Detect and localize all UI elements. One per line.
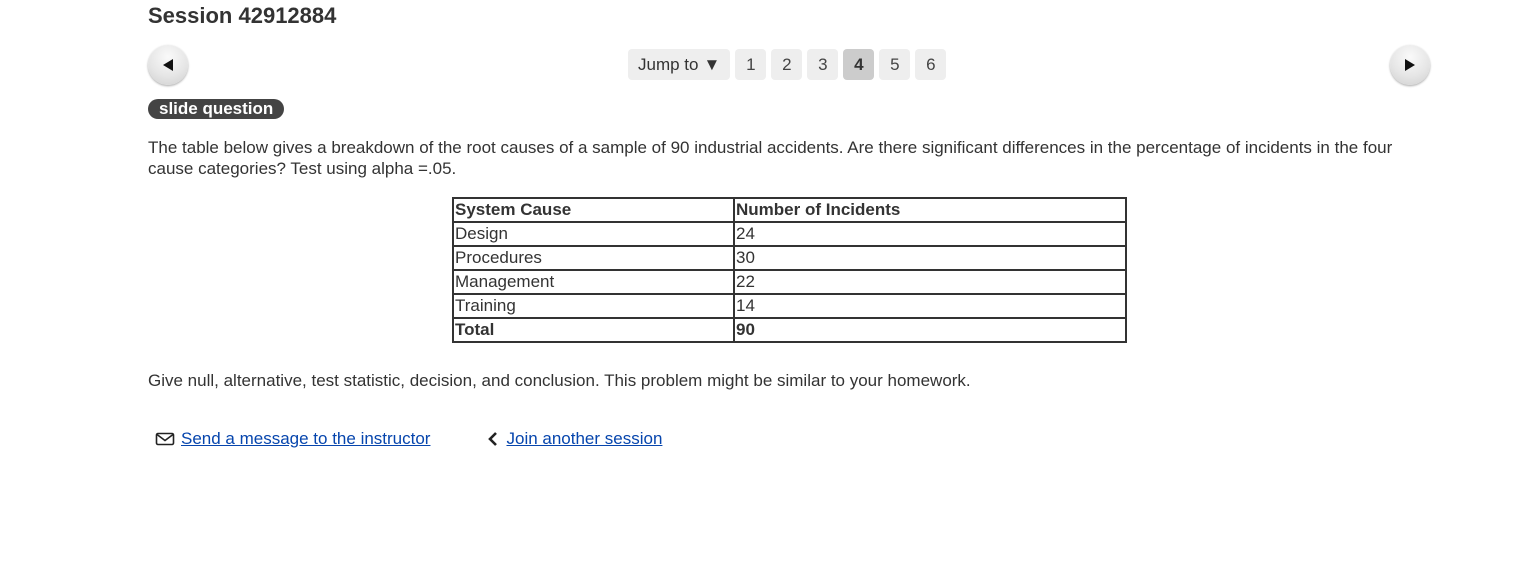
table-cell: 14 bbox=[734, 294, 1126, 318]
page-button-5[interactable]: 5 bbox=[879, 49, 910, 80]
session-title: Session 42912884 bbox=[148, 3, 337, 28]
instructions-text: Give null, alternative, test statistic, decision, and conclusion. This problem might be similar to your homework. bbox=[148, 371, 971, 390]
table-row bbox=[453, 222, 1126, 246]
table-cell: 24 bbox=[734, 222, 1126, 246]
question-text: The table below gives a breakdown of the root causes of a sample of 90 industrial accidents. Are there significant differences in the percentage of incidents in the four cause categories? Test using alpha =.05. bbox=[148, 138, 1393, 178]
slide-pager bbox=[628, 49, 946, 80]
send-message-label: Send a message to the instructor bbox=[181, 429, 431, 448]
jump-to-dropdown[interactable] bbox=[628, 49, 730, 80]
table-header-row bbox=[453, 198, 1126, 222]
table-total-row bbox=[453, 318, 1126, 342]
triangle-left-icon bbox=[161, 58, 175, 72]
previous-slide-button[interactable] bbox=[148, 45, 188, 85]
table-row bbox=[453, 246, 1126, 270]
table-cell: Procedures bbox=[453, 246, 734, 270]
footer-links bbox=[155, 429, 662, 449]
table-cell: 22 bbox=[734, 270, 1126, 294]
table-row bbox=[453, 270, 1126, 294]
page-button-2[interactable]: 2 bbox=[771, 49, 802, 80]
triangle-right-icon bbox=[1403, 58, 1417, 72]
table-cell: 90 bbox=[734, 318, 1126, 342]
table-cell: Training bbox=[453, 294, 734, 318]
join-another-session-label: Join another session bbox=[506, 429, 663, 448]
table-header-cell: System Cause bbox=[453, 198, 734, 222]
table-cell: 30 bbox=[734, 246, 1126, 270]
jump-to-label: Jump to bbox=[638, 55, 699, 74]
table-cell: Design bbox=[453, 222, 734, 246]
page-button-6[interactable]: 6 bbox=[915, 49, 946, 80]
table-cell: Management bbox=[453, 270, 734, 294]
chevron-left-icon bbox=[486, 431, 500, 447]
page-button-3[interactable]: 3 bbox=[807, 49, 838, 80]
slide-type-badge: slide question bbox=[148, 99, 284, 119]
table-header-cell: Number of Incidents bbox=[734, 198, 1126, 222]
table-row bbox=[453, 294, 1126, 318]
incidents-table bbox=[452, 197, 1127, 343]
dropdown-arrow-icon: ▼ bbox=[703, 55, 721, 74]
page-button-1[interactable]: 1 bbox=[735, 49, 766, 80]
table-cell: Total bbox=[453, 318, 734, 342]
next-slide-button[interactable] bbox=[1390, 45, 1430, 85]
envelope-icon bbox=[155, 431, 175, 447]
page-button-4-current[interactable]: 4 bbox=[843, 49, 874, 80]
send-message-link[interactable] bbox=[155, 429, 430, 449]
join-another-session-link[interactable] bbox=[486, 429, 662, 449]
